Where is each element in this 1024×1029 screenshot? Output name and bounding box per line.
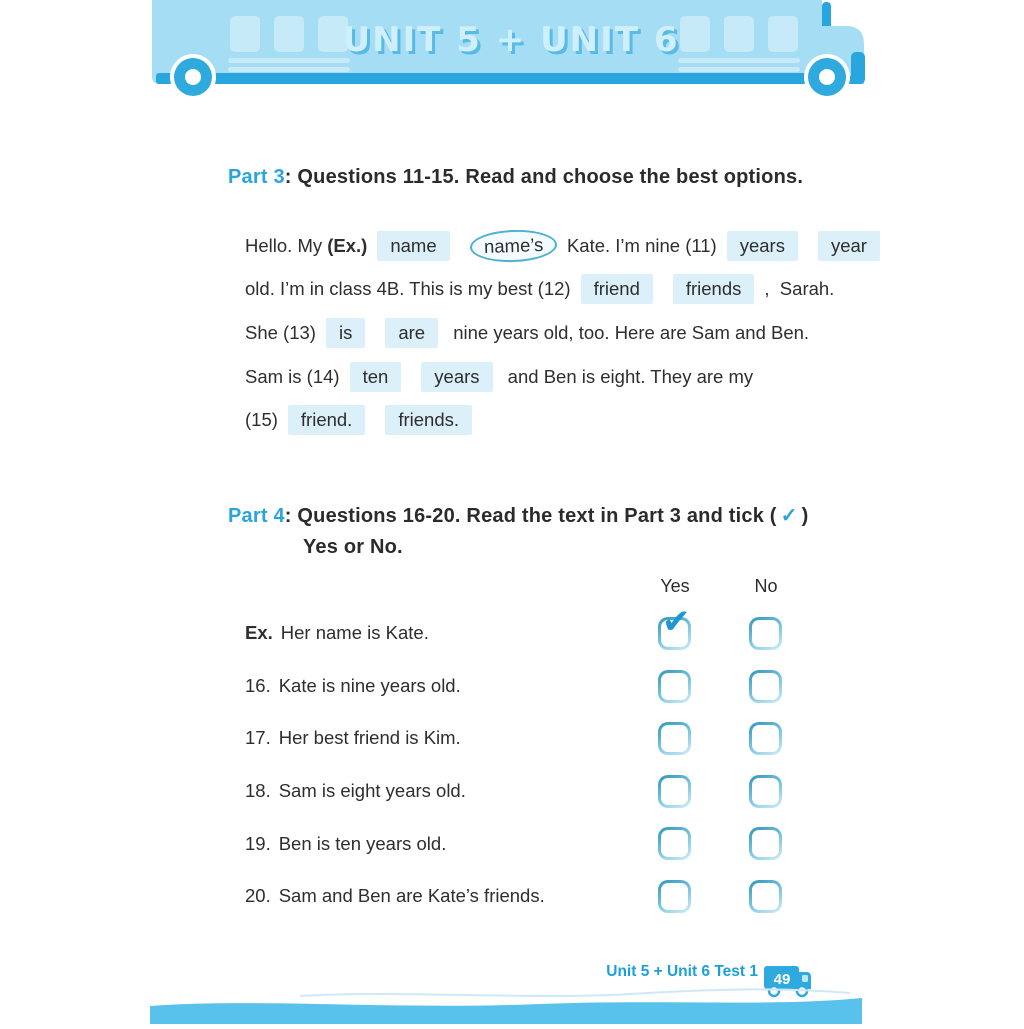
checkbox-yes[interactable]: [658, 670, 691, 703]
column-header-no: No: [754, 576, 778, 596]
part3-heading-text: : Questions 11-15. Read and choose the best options.: [284, 166, 804, 188]
checkbox-no[interactable]: [749, 722, 782, 755]
question-number: 20.: [245, 885, 271, 907]
option-box[interactable]: is: [326, 318, 365, 348]
checkbox-no[interactable]: [749, 670, 782, 703]
cloze-text-segment: old. I’m in class 4B. This is my best (12): [245, 278, 571, 300]
footer-label: Unit 5 + Unit 6 Test 1: [606, 963, 758, 980]
checkbox-yes[interactable]: [658, 722, 691, 755]
cloze-line: [245, 224, 867, 268]
part4-heading: [228, 503, 828, 528]
bottom-wave: [150, 984, 862, 1029]
option-box[interactable]: friends: [673, 274, 755, 304]
question-text: Ben is ten years old.: [278, 832, 447, 854]
part4-heading-text: : Questions 16-20. Read the text in Part 3 and tick (: [284, 505, 777, 527]
example-marker: (Ex.): [327, 234, 368, 256]
option-box-circled[interactable]: name’s: [469, 228, 557, 263]
option-box[interactable]: ten: [350, 362, 402, 392]
cloze-line: [245, 311, 825, 355]
question-number: 18.: [245, 780, 271, 802]
cloze-text-segment: Kate. I’m nine (11): [566, 234, 717, 256]
part4-heading-line2: Yes or No.: [303, 536, 403, 558]
part3-label: Part 3: [228, 166, 285, 188]
cloze-text-segment: Sam is (14): [245, 365, 340, 387]
question-number: 19.: [245, 832, 271, 854]
tick-icon: ✓: [780, 505, 798, 527]
question-row: [245, 712, 825, 765]
question-text: Sam is eight years old.: [278, 780, 466, 802]
checkbox-yes[interactable]: [658, 775, 691, 808]
option-box[interactable]: year: [818, 231, 880, 261]
question-text: Her name is Kate.: [280, 622, 429, 644]
cloze-text-segment: (15): [245, 409, 278, 431]
checkbox-no[interactable]: [749, 775, 782, 808]
bus-wheel-right: [804, 54, 850, 100]
checkbox-yes[interactable]: [658, 602, 691, 650]
question-number: 17.: [245, 727, 271, 749]
question-row: [245, 817, 825, 870]
question-list: [245, 602, 825, 923]
check-icon: ✔: [662, 602, 691, 642]
cloze-text-segment: Hello. My: [245, 234, 328, 256]
checkbox-no[interactable]: [749, 827, 782, 860]
option-box[interactable]: years: [421, 362, 492, 392]
checkbox-yes[interactable]: [658, 827, 691, 860]
part4-heading-text-end: ): [801, 505, 809, 527]
column-header-yes: Yes: [660, 576, 690, 596]
option-box[interactable]: friend: [581, 274, 653, 304]
cloze-text: [245, 224, 867, 442]
question-row: [245, 765, 825, 818]
question-row: [245, 602, 825, 660]
cloze-text-segment: nine years old, too. Here are Sam and Ben.: [448, 321, 810, 343]
part4-label: Part 4: [228, 505, 285, 527]
question-row: [245, 870, 825, 923]
option-box[interactable]: are: [385, 318, 438, 348]
question-text: Her best friend is Kim.: [278, 727, 461, 749]
cloze-line: [245, 268, 835, 312]
unit-title: UNIT 5 + UNIT 6: [342, 20, 680, 60]
option-box[interactable]: friends.: [385, 405, 472, 435]
cloze-text-segment: and Ben is eight. They are my: [502, 365, 754, 387]
checkbox-no[interactable]: [749, 617, 782, 650]
question-row: [245, 660, 825, 713]
cloze-text-segment: , Sarah.: [764, 278, 835, 300]
option-box[interactable]: years: [727, 231, 798, 261]
question-text: Sam and Ben are Kate’s friends.: [278, 885, 545, 907]
option-box[interactable]: name: [377, 231, 449, 261]
cloze-line: [245, 355, 825, 399]
cloze-line: [245, 398, 825, 442]
option-box[interactable]: friend.: [288, 405, 365, 435]
cloze-text-segment: She (13): [245, 321, 316, 343]
checkbox-no[interactable]: [749, 880, 782, 913]
bus-wheel-left: [170, 54, 216, 100]
part3-heading: [228, 166, 803, 189]
page-number: 49: [773, 971, 791, 988]
question-number: Ex.: [245, 622, 273, 644]
question-number: 16.: [245, 674, 271, 696]
checkbox-yes[interactable]: [658, 880, 691, 913]
question-text: Kate is nine years old.: [278, 674, 461, 696]
